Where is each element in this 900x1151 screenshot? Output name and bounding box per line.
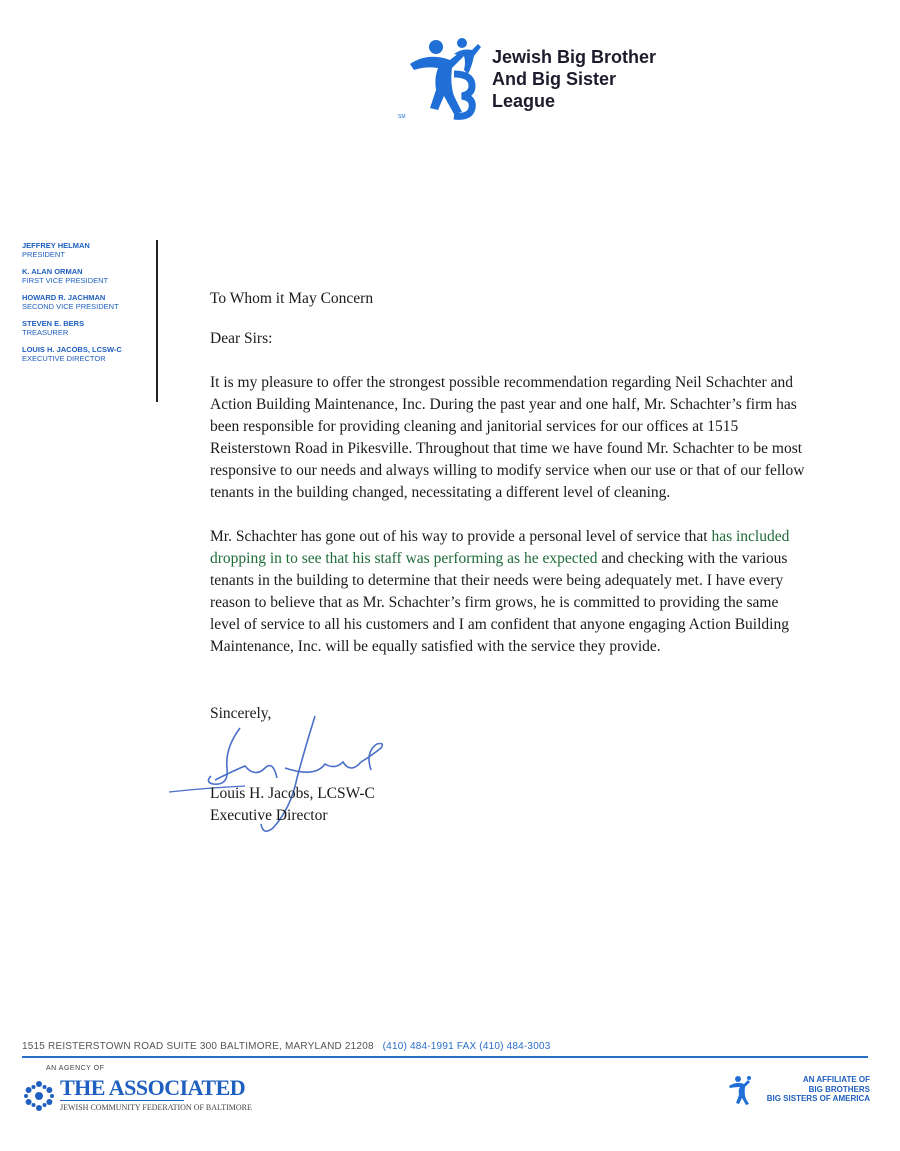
associated-name: THE ASSOCIATED — [60, 1075, 246, 1100]
officer-name: K. ALAN ORMAN — [22, 267, 83, 276]
paragraph-2 — [210, 526, 810, 658]
org-name-line: Jewish Big Brother — [492, 47, 657, 67]
salutation: Dear Sirs: — [210, 330, 273, 347]
affiliate-line: BIG SISTERS OF AMERICA — [766, 1094, 870, 1103]
org-name-line: League — [492, 91, 556, 111]
officer-entry — [22, 345, 152, 363]
closing: Sincerely, — [210, 705, 272, 722]
officer-title: SECOND VICE PRESIDENT — [22, 302, 119, 311]
org-name-line: And Big Sister — [492, 69, 617, 89]
officer-entry — [22, 241, 152, 259]
footer-phones: (410) 484-1991 FAX (410) 484-3003 — [382, 1041, 551, 1052]
affiliate-text — [760, 1075, 870, 1104]
officer-title: PRESIDENT — [22, 250, 65, 259]
officer-title: FIRST VICE PRESIDENT — [22, 276, 109, 285]
officers-divider — [156, 240, 158, 402]
paragraph-2-end: and checking with the various tenants in the building to determine that their needs were being adequately met. I have every reason to believe that as Mr. Schachter’s firm grows, he is committed to providing the same level of service to all his customers and I am confident that anyone engaging Action Building Maintenance, Inc. will be equally satisfied with the service they provide. — [210, 550, 789, 655]
signer-title: Executive Director — [210, 807, 328, 824]
big-brother-big-sister-logo-icon — [398, 34, 484, 120]
footer-address — [22, 1041, 550, 1052]
officer-name: JEFFREY HELMAN — [22, 241, 90, 250]
affiliate-line: AN AFFILIATE OF — [802, 1075, 870, 1084]
sm-mark: SM — [398, 114, 406, 120]
paragraph-1: It is my pleasure to offer the strongest possible recommendation regarding Neil Schachter and Action Building Maintenance, Inc. During the past year and one half, Mr. Schachter’s firm has been responsible for providing cleaning and janitorial services for our offices at 1515 Reisterstown Road in Pikesville. Throughout that time we have found Mr. Schachter to be most responsive to our needs and always willing to modify service when our use or that of our fellow tenants in the building changed, necessitating a different level of cleaning. — [210, 374, 805, 501]
bbbs-affiliate-logo-icon — [725, 1074, 757, 1106]
affiliate-line: BIG BROTHERS — [808, 1084, 870, 1094]
footer-divider — [22, 1056, 868, 1058]
paragraph-2-start: Mr. Schachter has gone out of his way to provide a personal level of service that — [210, 528, 712, 545]
officer-name: STEVEN E. BERS — [22, 319, 85, 328]
letter-body — [210, 288, 810, 658]
agency-label: AN AGENCY OF — [46, 1065, 105, 1072]
officer-title: TREASURER — [22, 328, 69, 337]
signer-name: Louis H. Jacobs, LCSW-C — [210, 785, 375, 802]
paragraph-2-highlight: has included dropping in to see that his staff was performing as he expected — [210, 528, 790, 567]
officer-entry — [22, 319, 152, 337]
officers-list — [22, 241, 152, 371]
officer-title: EXECUTIVE DIRECTOR — [22, 354, 106, 363]
addressee: To Whom it May Concern — [210, 290, 374, 307]
officer-entry — [22, 267, 152, 285]
associated-underline — [60, 1100, 184, 1101]
org-name — [492, 46, 656, 112]
officer-name: HOWARD R. JACHMAN — [22, 293, 106, 302]
associated-star-icon — [22, 1079, 56, 1113]
footer-street: 1515 REISTERSTOWN ROAD SUITE 300 BALTIMORE, MARYLAND 21208 — [22, 1041, 374, 1052]
officer-name: LOUIS H. JACOBS, LCSW-C — [22, 345, 122, 354]
associated-subtitle: JEWISH COMMUNITY FEDERATION OF BALTIMORE — [60, 1103, 252, 1112]
officer-entry — [22, 293, 152, 311]
